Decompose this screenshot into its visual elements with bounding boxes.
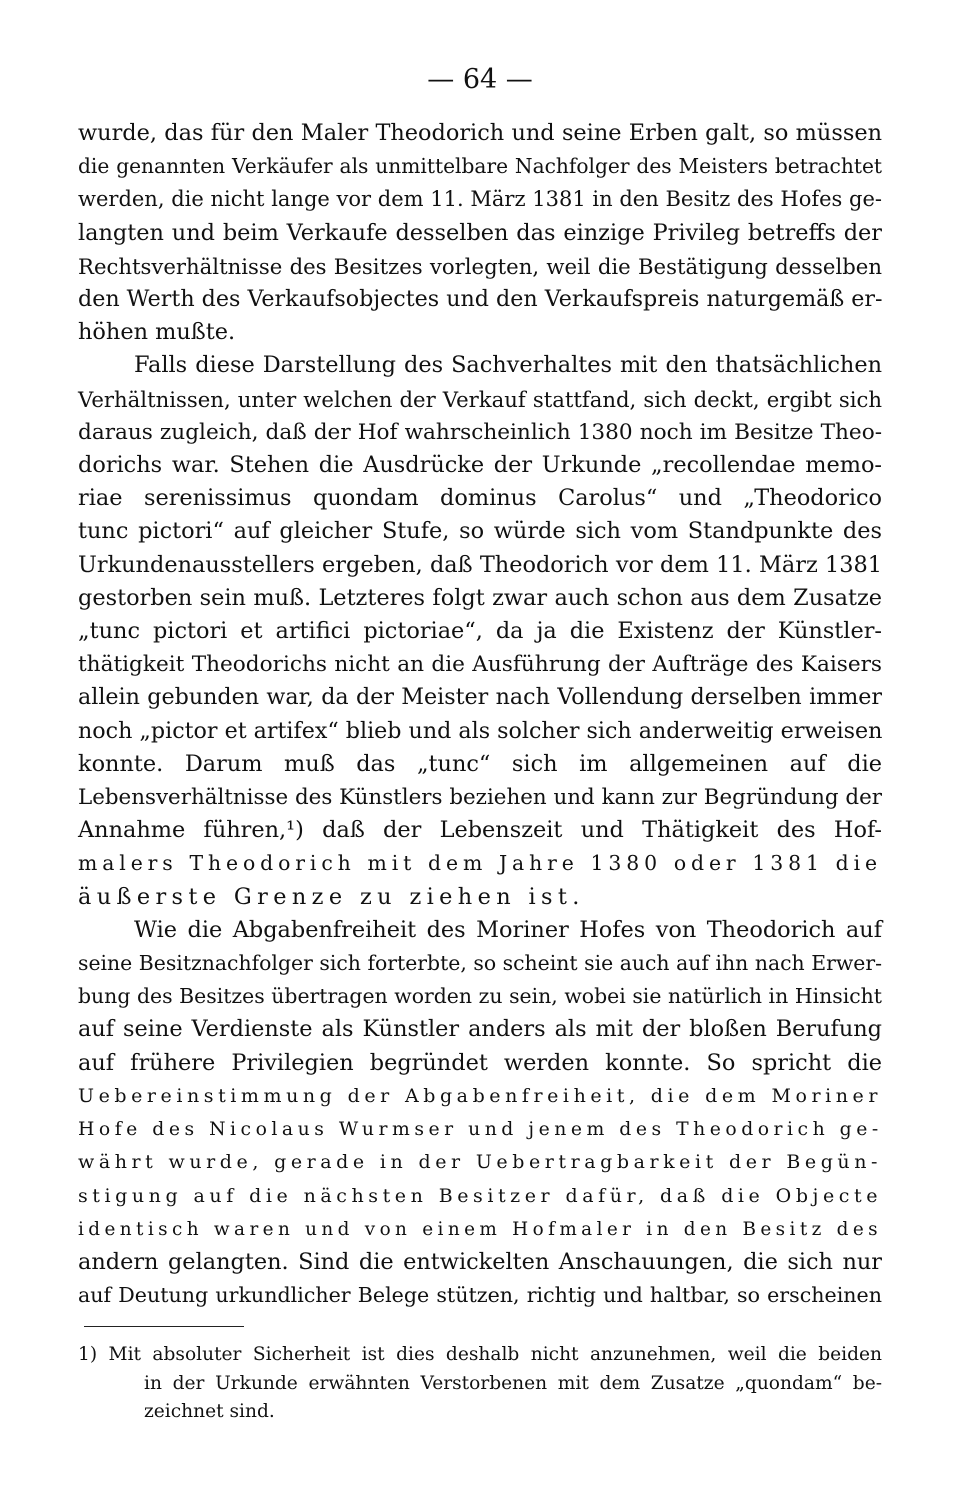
text-line: auf frühere Privilegien begründet werden konnte. So spricht die <box>78 1049 882 1076</box>
footnote <box>78 1341 882 1426</box>
text-line: tunc pictori“ auf gleicher Stufe, so würde sich vom Standpunkte des <box>78 518 882 545</box>
text-line: konnte. Darum muß das „tunc“ sich im allgemeinen auf die <box>78 750 882 777</box>
text-line: seine Besitznachfolger sich forterbte, so scheint sie auch auf ihn nach Erwer- <box>78 951 882 976</box>
spaced-text-line: währt wurde, gerade in der Uebertragbarkeit der Begün- <box>78 1151 882 1174</box>
spaced-text-line: identisch waren und von einem Hofmaler in den Besitz des <box>78 1218 882 1240</box>
page-number: — 64 — <box>427 64 533 95</box>
footnote-line: 1) Mit absoluter Sicherheit ist dies deshalb nicht anzunehmen, weil die beiden <box>78 1344 882 1366</box>
text-line: allein gebunden war, da der Meister nach Vollendung derselben immer <box>78 684 882 711</box>
text-line: wurde, das für den Maler Theodorich und seine Erben galt, so müssen <box>78 120 882 146</box>
text-line: andern gelangten. Sind die entwickelten Anschauungen, die sich nur <box>78 1248 882 1275</box>
spaced-text-line: äußerste Grenze zu ziehen ist. <box>78 883 585 910</box>
spaced-text-line: Hofe des Nicolaus Wurmser und jenem des Theodorich ge- <box>78 1119 883 1141</box>
footnote-line: zeichnet sind. <box>144 1401 275 1423</box>
paragraph-start-line: Wie die Abgabenfreiheit des Moriner Hofes von Theodorich auf <box>134 916 882 943</box>
text-line: gestorben sein muß. Letzteres folgt zwar auch schon aus dem Zusatze <box>78 584 882 611</box>
text-line: werden, die nicht lange vor dem 11. März 1381 in den Besitz des Hofes ge- <box>78 187 882 212</box>
text-line: auf Deutung urkundlicher Belege stützen, richtig und haltbar, so erscheinen <box>78 1283 882 1308</box>
text-line: riae serenissimus quondam dominus Carolus“ und „Theodorico <box>78 485 882 512</box>
spaced-text-line: stigung auf die nächsten Besitzer dafür, daß die Objecte <box>78 1184 882 1207</box>
text-line: bung des Besitzes übertragen worden zu sein, wobei sie natürlich in Hinsicht <box>78 984 882 1009</box>
text-line: Urkundenausstellers ergeben, daß Theodorich vor dem 11. März 1381 <box>78 551 882 578</box>
text-line: thätigkeit Theodorichs nicht an die Ausführung der Aufträge des Kaisers <box>78 652 882 678</box>
text-line: die genannten Verkäufer als unmittelbare Nachfolger des Meisters betrachtet <box>78 154 882 179</box>
text-line: den Werth des Verkaufsobjectes und den Verkaufspreis naturgemäß er- <box>78 286 883 313</box>
text-line: daraus zugleich, daß der Hof wahrscheinlich 1380 noch im Besitze Theo- <box>78 419 882 445</box>
text-line: höhen mußte. <box>78 319 236 346</box>
spaced-text-line: malers Theodorich mit dem Jahre 1380 oder 1381 die <box>78 851 882 876</box>
text-line: auf seine Verdienste als Künstler anders als mit der bloßen Berufung <box>78 1016 882 1043</box>
spaced-text-line: Uebereinstimmung der Abgabenfreiheit, die dem Moriner <box>78 1084 882 1107</box>
text-line: Verhältnissen, unter welchen der Verkauf stattfand, sich deckt, ergibt sich <box>78 386 882 412</box>
text-line: noch „pictor et artifex“ blieb und als solcher sich anderweitig erweisen <box>78 717 883 744</box>
text-line: langten und beim Verkaufe desselben das einzige Privileg betreffs der <box>78 219 882 246</box>
text-line: Annahme führen,¹) daß der Lebenszeit und Thätigkeit des Hof- <box>78 817 882 844</box>
body-text <box>78 117 882 1312</box>
text-line: dorichs war. Stehen die Ausdrücke der Urkunde „recollendae memo- <box>78 452 882 479</box>
footnote-line: in der Urkunde erwähnten Verstorbenen mit dem Zusatze „quondam“ be- <box>144 1372 882 1394</box>
text-line: Lebensverhältnisse des Künstlers beziehen und kann zur Begründung der <box>78 785 882 811</box>
text-line: „tunc pictori et artifici pictoriae“, da ja die Existenz der Künstler- <box>78 618 882 645</box>
footnote-divider <box>84 1326 244 1327</box>
paragraph-start-line: Falls diese Darstellung des Sachverhaltes mit den thatsächlichen <box>134 352 882 379</box>
text-line: Rechtsverhältnisse des Besitzes vorlegten, weil die Bestätigung desselben <box>78 253 882 279</box>
